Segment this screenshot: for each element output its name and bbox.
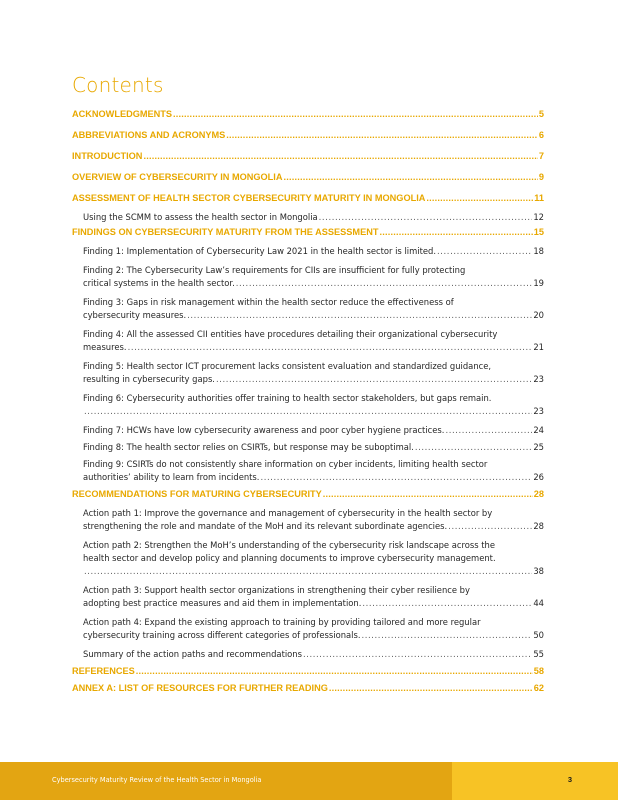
toc-entry-text: critical systems in the health sector. [83, 278, 235, 288]
toc-subsection-entry[interactable] [72, 392, 544, 418]
dot-leader [216, 373, 532, 386]
toc-page-number: 19 [533, 278, 544, 288]
toc-entry-text: measures. [83, 342, 127, 352]
toc-entry-line [72, 129, 544, 142]
page-number: 3 [567, 775, 572, 784]
dot-leader [362, 629, 533, 642]
toc-entry-line [83, 424, 544, 437]
toc-page-number: 62 [533, 683, 544, 693]
toc-entry-text: INTRODUCTION [72, 151, 143, 161]
toc-page-number: 15 [533, 227, 544, 237]
toc-section-entry[interactable] [72, 192, 544, 205]
toc-subsection-entry[interactable] [72, 539, 544, 578]
toc-page-number: 28 [533, 521, 544, 531]
toc-page-number: 20 [533, 310, 544, 320]
toc-entry-text: ANNEX A: LIST OF RESOURCES FOR FURTHER READING [72, 683, 328, 693]
toc-entry-text-line: Finding 4: All the assessed CII entities have procedures detailing their organizational cybersecurity [83, 329, 498, 339]
toc-entry-text-line: Finding 2: The Cybersecurity Law’s requirements for CIIs are insufficient for fully protecting [83, 265, 466, 275]
dot-leader [437, 245, 532, 258]
dot-leader [303, 648, 532, 661]
toc-entry-line [72, 192, 544, 205]
toc-subsection-entry[interactable] [72, 245, 544, 258]
toc-entry-text-line: Finding 9: CSIRTs do not consistently share information on cyber incidents, limiting health sector [83, 459, 488, 469]
toc-entry-text: FINDINGS ON CYBERSECURITY MATURITY FROM THE ASSESSMENT [72, 227, 379, 237]
toc-entry-text: ACKNOWLEDGMENTS [72, 109, 173, 119]
dot-leader [136, 665, 533, 678]
toc-entry-text-line: Finding 5: Health sector ICT procurement lacks consistent evaluation and standardized guidance, [83, 361, 492, 371]
toc-subsection-entry[interactable] [72, 507, 544, 533]
page-title: Contents [72, 73, 164, 97]
dot-leader [226, 129, 538, 142]
toc-entry-line [72, 665, 544, 678]
toc-entry-text: RECOMMENDATIONS FOR MATURING CYBERSECURITY [72, 489, 322, 499]
dot-leader [143, 150, 537, 163]
toc-section-entry[interactable] [72, 150, 544, 163]
toc-subsection-entry[interactable] [72, 424, 544, 437]
dot-leader [415, 441, 532, 454]
toc-entry-line [72, 171, 544, 184]
toc-page-number: 44 [533, 598, 544, 608]
toc-subsection-entry[interactable] [72, 648, 544, 661]
toc-section-entry[interactable] [72, 226, 544, 239]
toc-page-number: 7 [538, 151, 544, 161]
dot-leader [283, 171, 537, 184]
toc-entry-line [72, 682, 544, 695]
toc-entry-text: strengthening the role and mandate of the MoH and its relevant subordinate agencies. [83, 521, 448, 531]
dot-leader [84, 565, 532, 578]
toc-page-number: 5 [538, 109, 544, 119]
dot-leader [319, 211, 533, 224]
toc-section-entry[interactable] [72, 665, 544, 678]
toc-page-number: 18 [533, 246, 544, 256]
toc-page-number: 38 [533, 566, 544, 576]
dot-leader [173, 108, 538, 121]
footer-bar [0, 762, 452, 800]
toc-subsection-entry[interactable] [72, 328, 544, 354]
toc-subsection-entry[interactable] [72, 264, 544, 290]
toc-page-number: 6 [538, 130, 544, 140]
toc-entry-line [83, 373, 544, 386]
toc-entry-text-line: Action path 4: Expand the existing approach to training by providing tailored and more regular [83, 617, 481, 627]
toc-entry-text: REFERENCES [72, 666, 135, 676]
dot-leader [445, 424, 532, 437]
toc-entry-line [72, 108, 544, 121]
toc-page-number: 12 [533, 212, 544, 222]
toc-entry-line [83, 597, 544, 610]
toc-entry-line [83, 471, 544, 484]
toc-subsection-entry[interactable] [72, 211, 544, 224]
toc-section-entry[interactable] [72, 171, 544, 184]
dot-leader [128, 341, 533, 354]
toc-entry-text: Using the SCMM to assess the health sector in Mongolia [83, 212, 318, 222]
footer-page-box [452, 762, 618, 800]
toc-page-number: 24 [533, 425, 544, 435]
toc-entry-line [83, 211, 544, 224]
toc-page-number: 21 [533, 342, 544, 352]
toc-entry-text: Summary of the action paths and recommendations [83, 649, 302, 659]
toc-entry-line [83, 629, 544, 642]
toc-entry-text: cybersecurity training across different categories of professionals. [83, 630, 361, 640]
toc-page-number: 26 [533, 472, 544, 482]
toc-entry-line [72, 150, 544, 163]
toc-section-entry[interactable] [72, 682, 544, 695]
toc-entry-text-line: Action path 1: Improve the governance and management of cybersecurity in the health sector by [83, 508, 493, 518]
toc-page-number: 55 [533, 649, 544, 659]
toc-section-entry[interactable] [72, 488, 544, 501]
toc-entry-text: resulting in cybersecurity gaps. [83, 374, 215, 384]
toc-entry-text: ABBREVIATIONS AND ACRONYMS [72, 130, 226, 140]
toc-entry-text-line: Finding 3: Gaps in risk management within the health sector reduce the effectiveness of [83, 297, 454, 307]
dot-leader [236, 277, 533, 290]
toc-entry-text: authorities’ ability to learn from incidents. [83, 472, 260, 482]
toc-page-number: 28 [533, 489, 544, 499]
toc-subsection-entry[interactable] [72, 458, 544, 484]
toc-entry-line [72, 488, 544, 501]
dot-leader [362, 597, 532, 610]
toc-entry-text-line: Finding 6: Cybersecurity authorities offer training to health sector stakeholders, but gaps remain. [83, 393, 492, 403]
toc-entry-text: Finding 1: Implementation of Cybersecurity Law 2021 in the health sector is limited. [83, 246, 437, 256]
dot-leader [426, 192, 533, 205]
table-of-contents [72, 108, 544, 695]
toc-entry-line [72, 226, 544, 239]
toc-entry-line [83, 341, 544, 354]
toc-entry-line [83, 277, 544, 290]
toc-entry-text: Finding 7: HCWs have low cybersecurity awareness and poor cyber hygiene practices. [83, 425, 445, 435]
toc-subsection-entry[interactable] [72, 441, 544, 454]
toc-entry-text: adopting best practice measures and aid them in implementation. [83, 598, 362, 608]
dot-leader [84, 405, 532, 418]
toc-entry-line [83, 441, 544, 454]
toc-page-number: 11 [534, 193, 544, 203]
toc-entry-line [83, 245, 544, 258]
toc-page-number: 50 [533, 630, 544, 640]
footer-document-title: Cybersecurity Maturity Review of the Health Sector in Mongolia [52, 776, 262, 784]
toc-entry-text: cybersecurity measures. [83, 310, 187, 320]
toc-page-number: 25 [533, 442, 544, 452]
toc-page-number: 23 [533, 406, 544, 416]
toc-entry-line [83, 520, 544, 533]
toc-section-entry[interactable] [72, 129, 544, 142]
toc-entry-line [83, 309, 544, 322]
dot-leader [323, 488, 533, 501]
toc-entry-text-line: Action path 3: Support health sector organizations in strengthening their cyber resilience by [83, 585, 470, 595]
toc-entry-text-line: health sector and develop policy and planning documents to improve cybersecurity management. [83, 553, 496, 563]
toc-page-number: 23 [533, 374, 544, 384]
dot-leader [329, 682, 533, 695]
toc-subsection-entry[interactable] [72, 360, 544, 386]
toc-subsection-entry[interactable] [72, 584, 544, 610]
toc-entry-line [83, 405, 544, 418]
toc-entry-line [83, 565, 544, 578]
toc-section-entry[interactable] [72, 108, 544, 121]
toc-entry-text-line: Action path 2: Strengthen the MoH’s understanding of the cybersecurity risk landscape across the [83, 540, 495, 550]
toc-entry-line [83, 648, 544, 661]
dot-leader [260, 471, 532, 484]
dot-leader [187, 309, 532, 322]
dot-leader [448, 520, 532, 533]
toc-entry-text: Finding 8: The health sector relies on CSIRTs, but response may be suboptimal. [83, 442, 414, 452]
toc-entry-text: OVERVIEW OF CYBERSECURITY IN MONGOLIA [72, 172, 283, 182]
toc-page-number: 58 [533, 666, 544, 676]
toc-entry-text: ASSESSMENT OF HEALTH SECTOR CYBERSECURITY MATURITY IN MONGOLIA [72, 193, 426, 203]
toc-page-number: 9 [538, 172, 544, 182]
toc-subsection-entry[interactable] [72, 616, 544, 642]
dot-leader [379, 226, 532, 239]
toc-subsection-entry[interactable] [72, 296, 544, 322]
page-footer [0, 762, 618, 800]
